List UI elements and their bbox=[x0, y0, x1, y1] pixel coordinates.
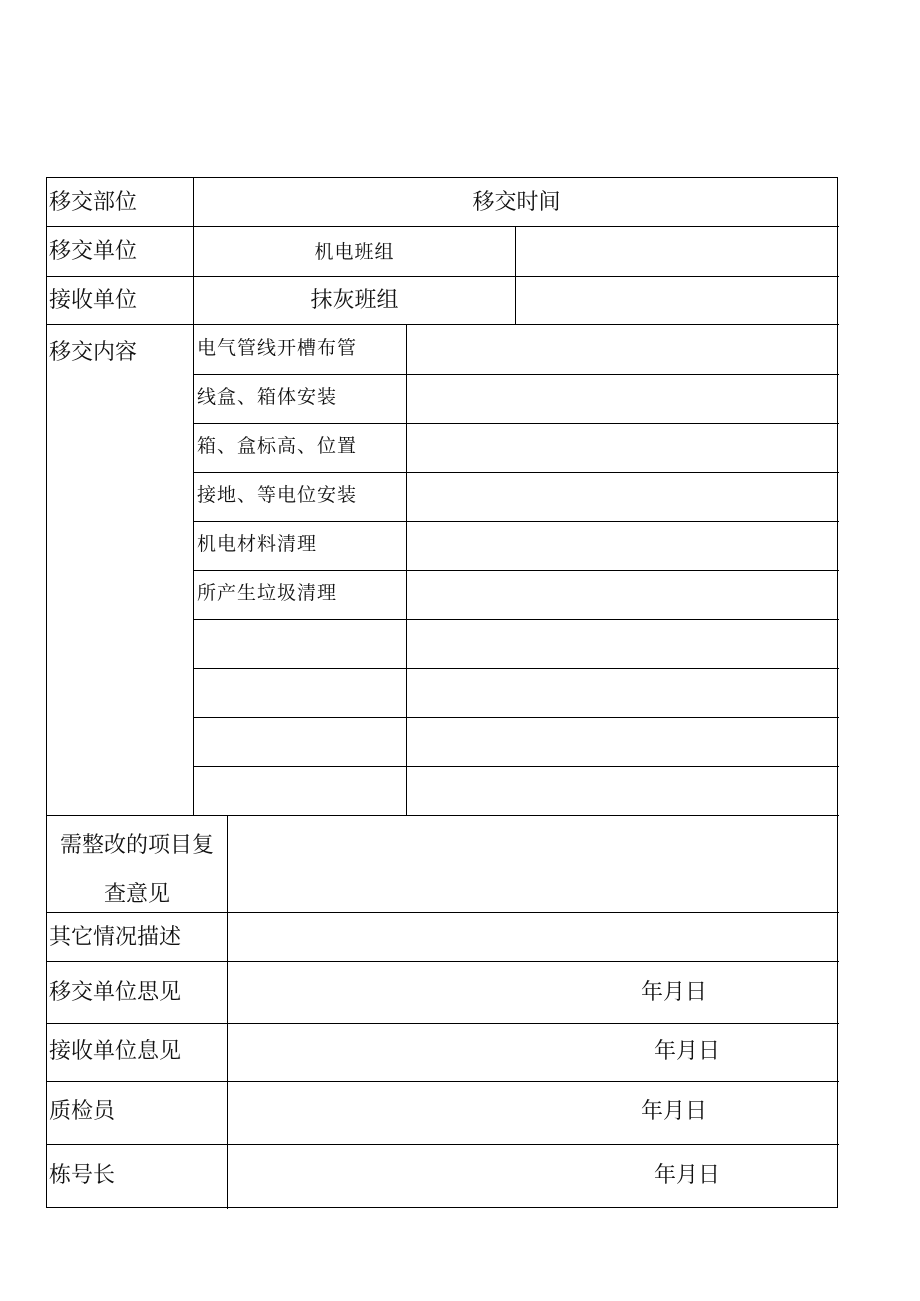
receive-unit-opinion-label: 接收单位息见 bbox=[49, 1039, 182, 1064]
row-divider bbox=[47, 961, 839, 962]
column-divider bbox=[193, 178, 194, 815]
transfer-unit-opinion-date: 年月日 bbox=[641, 980, 708, 1005]
row-divider bbox=[47, 1023, 839, 1024]
content-item: 所产生垃圾清理 bbox=[197, 582, 338, 604]
transfer-unit-opinion-label: 移交单位思见 bbox=[49, 980, 182, 1005]
content-item: 线盒、箱体安装 bbox=[197, 386, 338, 408]
row-divider bbox=[194, 374, 839, 375]
column-divider bbox=[406, 324, 407, 815]
review-label-line1: 需整改的项目复 bbox=[59, 833, 214, 858]
content-label: 移交内容 bbox=[49, 340, 138, 365]
transfer-unit-value: 机电班组 bbox=[314, 241, 395, 263]
receive-unit-opinion-date: 年月日 bbox=[654, 1039, 721, 1064]
review-label-line2: 查意见 bbox=[103, 882, 170, 907]
row-divider bbox=[47, 815, 839, 816]
row-divider bbox=[194, 668, 839, 669]
transfer-unit-label: 移交单位 bbox=[49, 239, 138, 264]
row-divider bbox=[194, 472, 839, 473]
column-divider bbox=[515, 226, 516, 324]
transfer-location-label: 移交部位 bbox=[49, 190, 138, 215]
row-divider bbox=[47, 276, 839, 277]
content-item: 电气管线开槽布管 bbox=[197, 337, 358, 359]
row-divider bbox=[47, 1081, 839, 1082]
other-description-label: 其它情况描述 bbox=[49, 925, 182, 950]
content-item: 箱、盒标高、位置 bbox=[197, 435, 358, 457]
building-manager-date: 年月日 bbox=[654, 1163, 721, 1188]
handover-form-table bbox=[46, 177, 838, 1208]
transfer-time-label: 移交时间 bbox=[472, 190, 561, 215]
row-divider bbox=[194, 521, 839, 522]
building-manager-label: 栋号长 bbox=[49, 1163, 116, 1188]
row-divider bbox=[47, 226, 194, 227]
row-divider bbox=[47, 912, 839, 913]
row-divider bbox=[194, 423, 839, 424]
row-divider bbox=[194, 226, 839, 227]
row-divider bbox=[47, 324, 839, 325]
row-divider bbox=[194, 717, 839, 718]
column-divider bbox=[227, 815, 228, 1209]
quality-inspector-label: 质检员 bbox=[49, 1099, 116, 1124]
receive-unit-value: 抹灰班组 bbox=[310, 288, 399, 313]
row-divider bbox=[194, 766, 839, 767]
row-divider bbox=[194, 619, 839, 620]
quality-inspector-date: 年月日 bbox=[641, 1099, 708, 1124]
row-divider bbox=[47, 1144, 839, 1145]
row-divider bbox=[194, 570, 839, 571]
receive-unit-label: 接收单位 bbox=[49, 288, 138, 313]
content-item: 机电材料清理 bbox=[197, 533, 318, 555]
content-item: 接地、等电位安装 bbox=[197, 484, 358, 506]
